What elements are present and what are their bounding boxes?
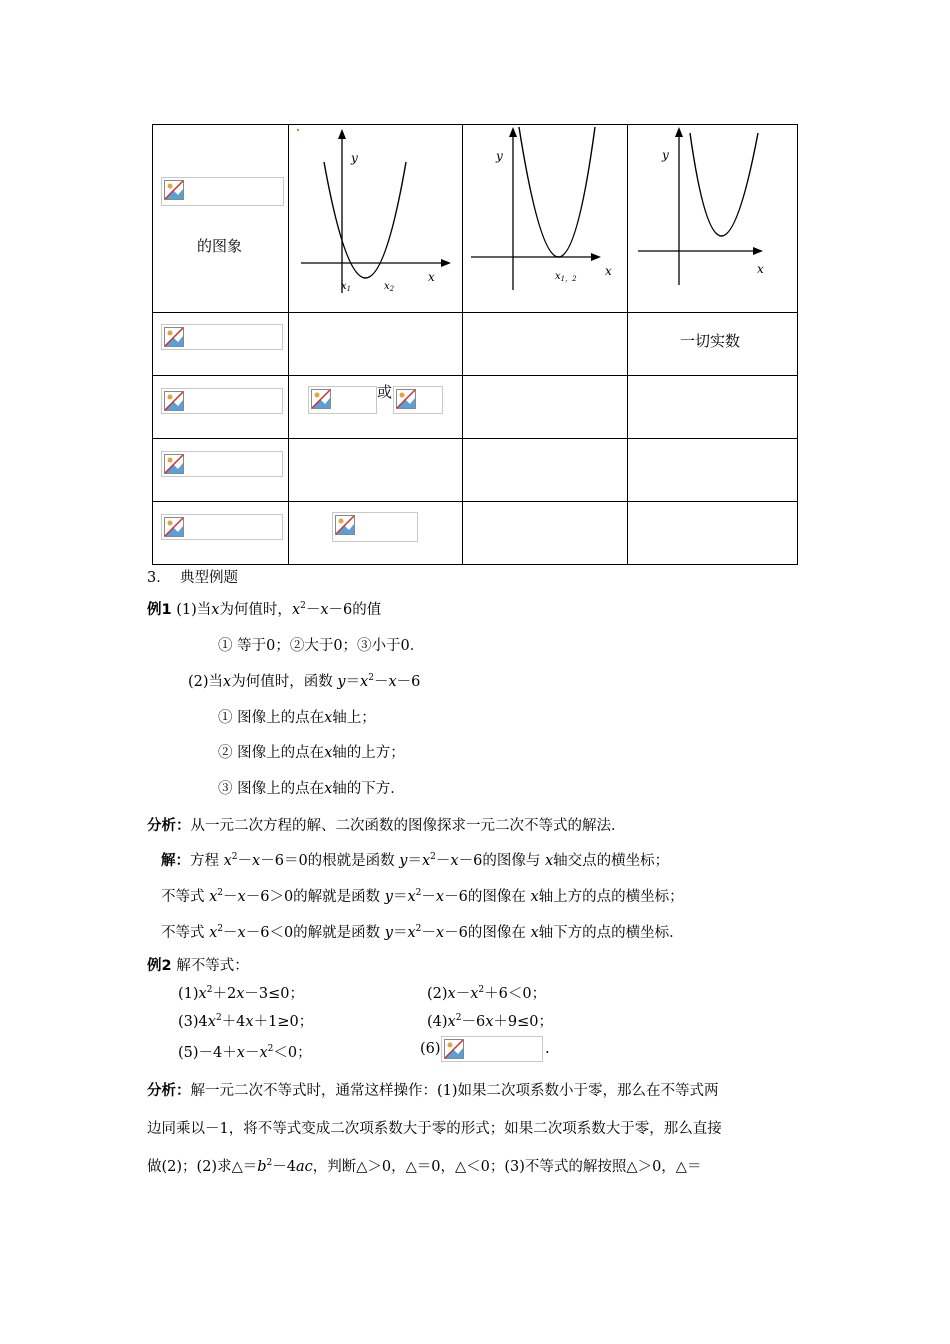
solution1-line1: 解：方程 $x^2-x-6=0$的根就是函数 $y=x^2-x-6$的图像与 x轴交点的横坐标；	[161, 852, 670, 869]
parabola-double-root-graph	[463, 125, 627, 313]
example2-item6-end: .	[545, 1041, 550, 1057]
or-text: 或	[377, 383, 393, 401]
solution1-line2: 不等式 $x^2-x-6>0$的解就是函数 $y=x^2-x-6$的图像在 x轴上方的点的横坐标；	[161, 888, 684, 905]
less-than-row-label-cell	[153, 439, 289, 502]
broken-image-icon	[441, 1036, 543, 1062]
root-x2-label: $x_2$	[384, 281, 395, 293]
analysis2-line3: 做(2)；(2)求$\triangle=b^2-4ac$，判断△＞0，△＝0，△＜0；(3)不等式的解按照△＞0，△＝	[147, 1158, 702, 1175]
graph-row-label: 的图象	[197, 237, 243, 255]
example2-item5: $(5)-4+x-x^2<0$；	[178, 1044, 312, 1061]
solution1-label: 解：	[161, 853, 190, 869]
broken-image-icon	[161, 514, 283, 540]
table-cell	[463, 502, 628, 565]
x-axis-label: x	[757, 262, 764, 276]
analysis1-label: 分析：	[147, 818, 191, 834]
example1-item2: ② 图像上的点在x轴的上方；	[218, 745, 405, 761]
example1-item1: ① 图像上的点在x轴上；	[218, 710, 376, 726]
broken-image-icon	[332, 512, 418, 542]
table-cell	[289, 313, 463, 376]
table-cell	[289, 502, 463, 565]
inequality-summary-table	[152, 124, 798, 565]
graph-two-roots-cell	[289, 125, 463, 313]
example1-part1: 例1 (1)当x为何值时，$x^2-x-6$的值	[147, 601, 382, 618]
section-heading	[147, 566, 238, 587]
example1-part1-items: ① 等于0；②大于0；③小于0．	[218, 638, 425, 654]
extra-row-label-cell	[153, 502, 289, 565]
analysis2-line1: 分析：解一元二次不等式时，通常这样操作：(1)如果二次项系数小于零，那么在不等式两	[147, 1083, 719, 1099]
greater-than-row-label-cell	[153, 376, 289, 439]
example1-part2: (2)当x为何值时，函数 $y=x^2-x-6$	[188, 673, 421, 690]
table-cell	[289, 439, 463, 502]
solution1-line3: 不等式 $x^2-x-6<0$的解就是函数 $y=x^2-x-6$的图像在 x轴下方的点的横坐标．	[161, 924, 684, 941]
broken-image-icon	[308, 386, 377, 414]
roots-row-label-cell	[153, 313, 289, 376]
broken-image-icon	[393, 386, 443, 414]
root-x1-label: $x_1$	[341, 281, 352, 293]
broken-image-icon	[161, 388, 283, 414]
graph-double-root-cell	[463, 125, 628, 313]
table-cell	[289, 376, 463, 439]
table-cell	[628, 439, 798, 502]
graph-no-root-cell	[628, 125, 798, 313]
example2-item3: $(3)4x^2+4x+1\ge 0$；	[178, 1013, 314, 1030]
broken-image-icon	[161, 324, 283, 350]
y-axis-label: y	[351, 151, 358, 165]
x-axis-label: x	[605, 264, 612, 278]
table-cell	[463, 313, 628, 376]
graph-row-label-cell	[153, 125, 289, 313]
x-axis-label: x	[428, 270, 435, 284]
table-cell	[628, 313, 798, 376]
example2-label: 例2	[147, 958, 172, 974]
analysis2-label: 分析：	[147, 1083, 191, 1099]
section-number: 3．	[147, 570, 171, 586]
section-title: 典型例题	[179, 570, 238, 586]
example1-label: 例1	[147, 602, 172, 618]
y-axis-label: y	[662, 148, 669, 162]
all-real-numbers-text: 一切实数	[680, 332, 741, 350]
example2-heading: 例2 解不等式：	[147, 958, 249, 974]
broken-image-icon	[161, 177, 284, 206]
parabola-no-root-graph	[628, 125, 797, 313]
example2-item6: (6)	[420, 1041, 441, 1057]
table-cell	[628, 376, 798, 439]
analysis2-line2: 边同乘以－1，将不等式变成二次项系数大于零的形式；如果二次项系数大于零，那么直接	[147, 1121, 722, 1137]
parabola-two-roots-graph	[289, 125, 462, 313]
broken-image-icon	[161, 451, 283, 477]
table-cell	[463, 439, 628, 502]
table-cell	[628, 502, 798, 565]
example2-item1: $(1)x^2+2x-3\le 0$；	[178, 985, 304, 1002]
example2-item2: $(2)x-x^2+6<0$；	[427, 985, 547, 1002]
table-cell	[463, 376, 628, 439]
analysis1: 分析：从一元二次方程的解、二次函数的图像探求一元二次不等式的解法．	[147, 818, 626, 834]
example2-item4: $(4)x^2-6x+9\le 0$；	[427, 1013, 553, 1030]
y-axis-label: y	[496, 149, 503, 163]
example1-item3: ③ 图像上的点在x轴的下方．	[218, 781, 405, 797]
double-root-label: $x_{1,2}$	[555, 271, 577, 283]
